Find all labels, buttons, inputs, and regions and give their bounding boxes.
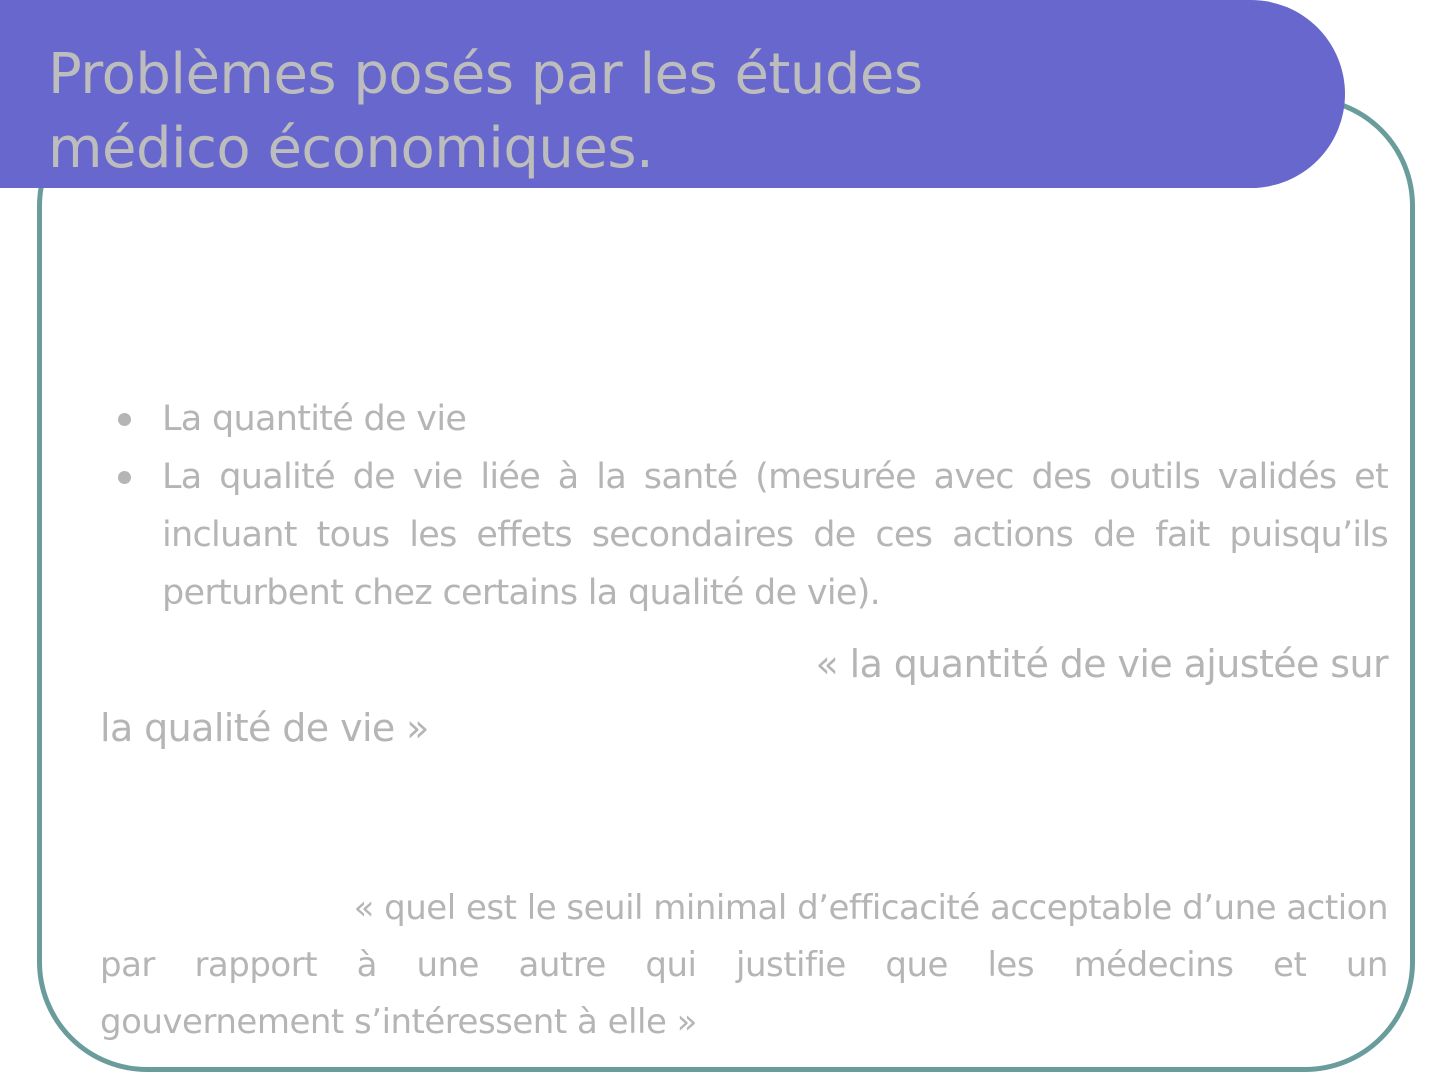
title-banner [0, 0, 1345, 188]
quote-qaly [100, 632, 1388, 760]
bullet-text: La quantité de vie [162, 399, 467, 439]
quote-word: à [356, 945, 377, 985]
title-line-2: médico économiques. [48, 116, 654, 181]
quote-word: et [1273, 945, 1307, 985]
slide-title [48, 38, 923, 186]
quote-threshold-line-3: gouvernement s’intéressent à elle » [100, 1002, 697, 1042]
quote-qaly-line-2: la qualité de vie » [100, 706, 429, 750]
bullet-item [100, 448, 1388, 622]
quote-word: qui [645, 945, 697, 985]
quote-word: que [885, 945, 948, 985]
bullet-text: La qualité de vie liée à la santé (mesurée avec des outils validés et incluant tous les effets secondaires de ces actions de fait puisqu’ils perturbent chez certains la qualité de vie). [162, 457, 1388, 613]
quote-word: une [416, 945, 479, 985]
bullet-item [100, 390, 1388, 448]
quote-qaly-line-1: « la quantité de vie ajustée sur [815, 642, 1388, 686]
title-line-1: Problèmes posés par les études [48, 42, 923, 107]
quote-word: justifie [736, 945, 846, 985]
quote-word: les [987, 945, 1035, 985]
quote-threshold [100, 880, 1388, 1051]
quote-threshold-line-2 [100, 937, 1388, 994]
bullet-dot-icon [118, 471, 131, 484]
quote-threshold-line-1: « quel est le seuil minimal d’efficacité acceptable d’une action [353, 888, 1388, 928]
quote-word: autre [518, 945, 606, 985]
quote-word: un [1345, 945, 1388, 985]
quote-word: médecins [1073, 945, 1234, 985]
quote-word: rapport [194, 945, 318, 985]
bullet-list [100, 390, 1388, 622]
quote-word: par [100, 945, 155, 985]
bullet-dot-icon [118, 413, 131, 426]
